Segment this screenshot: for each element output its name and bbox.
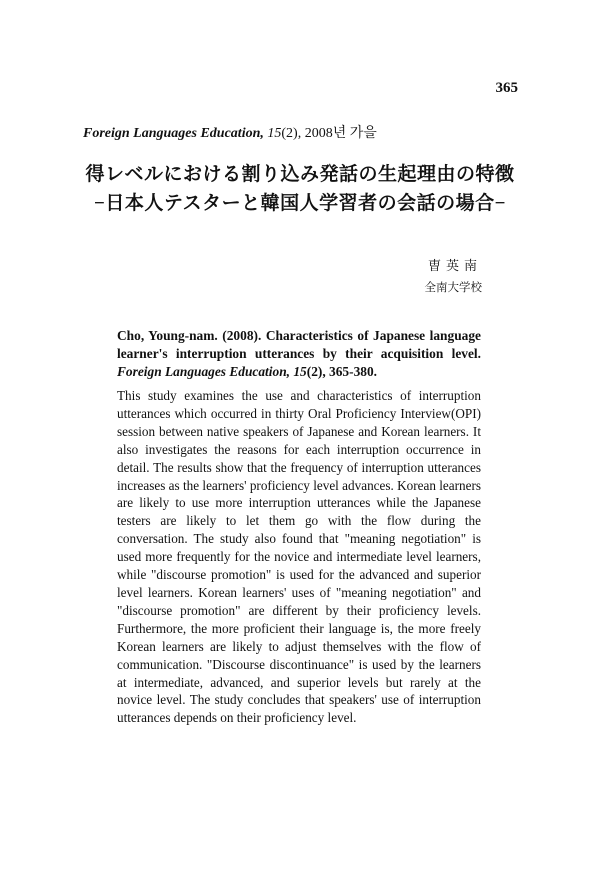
paper-title-line-1: 得レベルにおける割り込み発話の生起理由の特徴 (85, 164, 515, 185)
journal-header (83, 122, 377, 142)
paper-subtitle: −日本人テスターと韓国人学習者の会話の場合− (94, 193, 506, 214)
journal-issue-year: (2), 2008년 가을 (281, 126, 377, 141)
citation-authors-year: Cho, Young-nam. (2008). (117, 328, 262, 343)
citation-journal: Foreign Languages Education, 15 (117, 364, 307, 379)
citation-title: Characteristics of Japanese language learner's interruption utterances by their acquisition level. (117, 328, 481, 361)
abstract-text: This study examines the use and characteristics of interruption utterances which occurred in thirty Oral Proficiency Interview(OPI) session between native speakers of Japanese and Korean learners. It also investigates the reasons for each interruption occurrence in detail. The results show that the frequency of interruption utterances increases as the learners' proficiency level advances. Korean learners are likely to use more interruption utterances while the Japanese testers are likely to let them go with the flow during the conversation. The study also found that "meaning negotiation" is used more frequently for the novice and intermediate level learners, while "discourse promotion" is used for the advanced and superior level learners. Korean learners' uses of "meaning negotiation" and "discourse promotion" are different by their proficiency levels. Furthermore, the more proficient their language is, the more freely Korean learners are likely to adjust themselves with the flow of communication. "Discourse discontinuance" is used by the learners at intermediate, advanced, and superior levels but rarely at the novice level. The study concludes that speakers' use of interruption utterances depends on their proficiency level. (117, 388, 481, 726)
abstract (117, 387, 481, 727)
paper-title (0, 160, 600, 218)
author-block (425, 255, 483, 299)
author-name: 曺英南 (427, 258, 482, 273)
author-affiliation: 全南大学校 (424, 282, 482, 294)
citation-issue-pages: (2), 365-380. (306, 364, 378, 379)
citation (117, 327, 481, 381)
page-number: 365 (495, 80, 518, 96)
journal-volume: 15 (267, 126, 282, 141)
journal-name: Foreign Languages Education, (83, 126, 264, 141)
